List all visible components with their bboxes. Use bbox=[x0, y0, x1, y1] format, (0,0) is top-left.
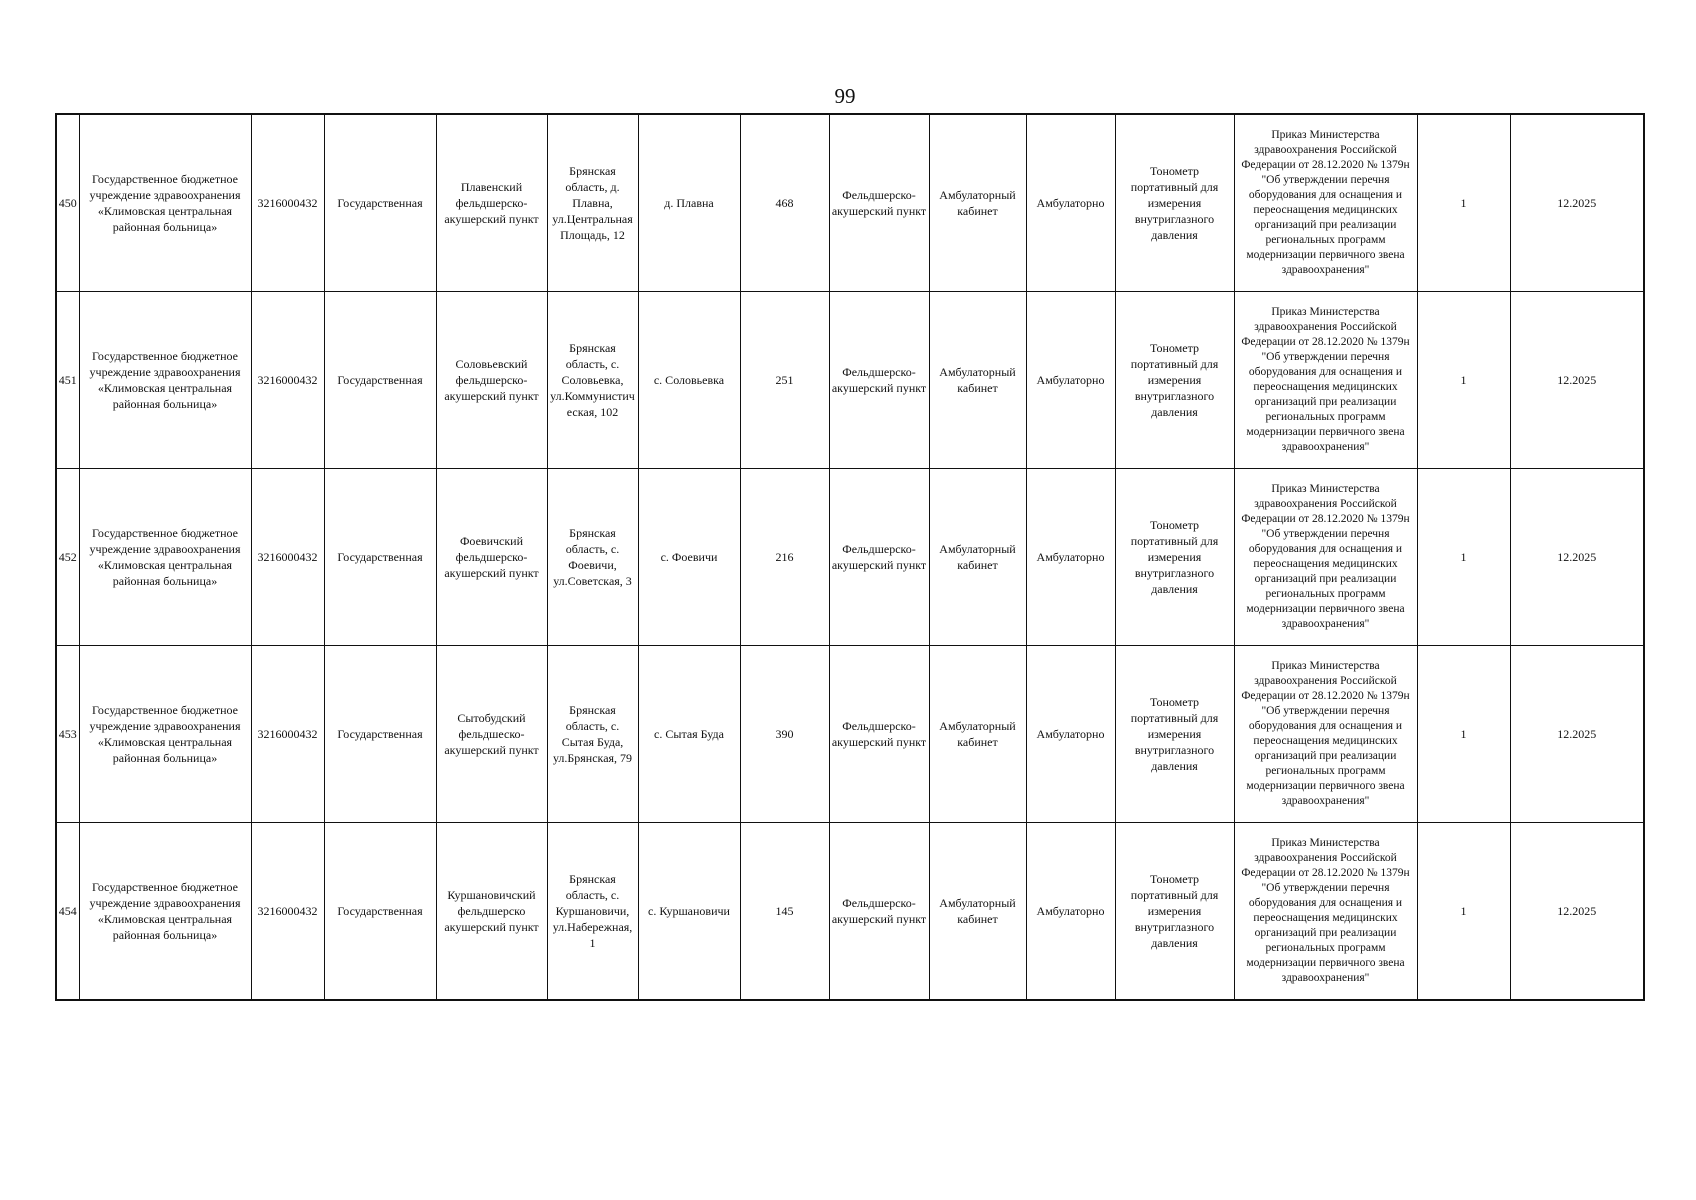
settlement: с. Соловьевка bbox=[638, 292, 740, 469]
row-number: 454 bbox=[56, 823, 79, 1001]
delivery-date: 12.2025 bbox=[1510, 469, 1644, 646]
table-row bbox=[56, 114, 1644, 292]
legal-basis: Приказ Министерства здравоохранения Российской Федерации от 28.12.2020 № 1379н "Об утверждении перечня оборудования для оснащения и переоснащения медицинских организаций при реализации региональных программ модернизации первичного звена здравоохранения" bbox=[1234, 292, 1417, 469]
settlement: д. Плавна bbox=[638, 114, 740, 292]
room-type: Амбулаторный кабинет bbox=[929, 823, 1026, 1001]
room-type: Амбулаторный кабинет bbox=[929, 114, 1026, 292]
delivery-date: 12.2025 bbox=[1510, 823, 1644, 1001]
address: Брянская область, с. Фоевичи, ул.Советская, 3 bbox=[547, 469, 638, 646]
quantity: 1 bbox=[1417, 292, 1510, 469]
legal-basis: Приказ Министерства здравоохранения Российской Федерации от 28.12.2020 № 1379н "Об утверждении перечня оборудования для оснащения и переоснащения медицинских организаций при реализации региональных программ модернизации первичного звена здравоохранения" bbox=[1234, 646, 1417, 823]
facility-type: Фельдшерско-акушерский пункт bbox=[829, 646, 929, 823]
subdivision-name: Плавенский фельдшерско-акушерский пункт bbox=[436, 114, 547, 292]
table-row bbox=[56, 469, 1644, 646]
institution-name: Государственное бюджетное учреждение здравоохранения «Климовская центральная районная больница» bbox=[79, 646, 251, 823]
population: 468 bbox=[740, 114, 829, 292]
inn: 3216000432 bbox=[251, 646, 324, 823]
delivery-date: 12.2025 bbox=[1510, 292, 1644, 469]
quantity: 1 bbox=[1417, 646, 1510, 823]
subdivision-name: Сытобудский фельдшеско-акушерский пункт bbox=[436, 646, 547, 823]
population: 251 bbox=[740, 292, 829, 469]
institution-name: Государственное бюджетное учреждение здравоохранения «Климовская центральная районная больница» bbox=[79, 114, 251, 292]
address: Брянская область, с. Куршановичи, ул.Набережная, 1 bbox=[547, 823, 638, 1001]
delivery-date: 12.2025 bbox=[1510, 646, 1644, 823]
ownership-form: Государственная bbox=[324, 646, 436, 823]
room-type: Амбулаторный кабинет bbox=[929, 292, 1026, 469]
ownership-form: Государственная bbox=[324, 292, 436, 469]
address: Брянская область, с. Сытая Буда, ул.Брянская, 79 bbox=[547, 646, 638, 823]
quantity: 1 bbox=[1417, 823, 1510, 1001]
delivery-date: 12.2025 bbox=[1510, 114, 1644, 292]
room-type: Амбулаторный кабинет bbox=[929, 469, 1026, 646]
facility-type: Фельдшерско-акушерский пункт bbox=[829, 823, 929, 1001]
care-conditions: Амбулаторно bbox=[1026, 292, 1115, 469]
quantity: 1 bbox=[1417, 469, 1510, 646]
facility-type: Фельдшерско-акушерский пункт bbox=[829, 292, 929, 469]
equipment-name: Тонометр портативный для измерения внутриглазного давления bbox=[1115, 292, 1234, 469]
inn: 3216000432 bbox=[251, 292, 324, 469]
ownership-form: Государственная bbox=[324, 114, 436, 292]
legal-basis: Приказ Министерства здравоохранения Российской Федерации от 28.12.2020 № 1379н "Об утверждении перечня оборудования для оснащения и переоснащения медицинских организаций при реализации региональных программ модернизации первичного звена здравоохранения" bbox=[1234, 114, 1417, 292]
legal-basis: Приказ Министерства здравоохранения Российской Федерации от 28.12.2020 № 1379н "Об утверждении перечня оборудования для оснащения и переоснащения медицинских организаций при реализации региональных программ модернизации первичного звена здравоохранения" bbox=[1234, 469, 1417, 646]
care-conditions: Амбулаторно bbox=[1026, 823, 1115, 1001]
care-conditions: Амбулаторно bbox=[1026, 114, 1115, 292]
quantity: 1 bbox=[1417, 114, 1510, 292]
table-row bbox=[56, 823, 1644, 1001]
settlement: с. Фоевичи bbox=[638, 469, 740, 646]
table-row bbox=[56, 646, 1644, 823]
ownership-form: Государственная bbox=[324, 823, 436, 1001]
institution-name: Государственное бюджетное учреждение здравоохранения «Климовская центральная районная больница» bbox=[79, 292, 251, 469]
settlement: с. Сытая Буда bbox=[638, 646, 740, 823]
population: 390 bbox=[740, 646, 829, 823]
subdivision-name: Соловьевский фельдшерско-акушерский пункт bbox=[436, 292, 547, 469]
equipment-name: Тонометр портативный для измерения внутриглазного давления bbox=[1115, 469, 1234, 646]
page-number: 99 bbox=[834, 84, 856, 108]
table-row bbox=[56, 292, 1644, 469]
inn: 3216000432 bbox=[251, 823, 324, 1001]
subdivision-name: Куршановичский фельдшерско акушерский пункт bbox=[436, 823, 547, 1001]
equipment-name: Тонометр портативный для измерения внутриглазного давления bbox=[1115, 114, 1234, 292]
facility-type: Фельдшерско-акушерский пункт bbox=[829, 114, 929, 292]
settlement: с. Куршановичи bbox=[638, 823, 740, 1001]
care-conditions: Амбулаторно bbox=[1026, 469, 1115, 646]
equipment-name: Тонометр портативный для измерения внутриглазного давления bbox=[1115, 646, 1234, 823]
facility-type: Фельдшерско-акушерский пункт bbox=[829, 469, 929, 646]
row-number: 451 bbox=[56, 292, 79, 469]
row-number: 450 bbox=[56, 114, 79, 292]
institution-name: Государственное бюджетное учреждение здравоохранения «Климовская центральная районная больница» bbox=[79, 469, 251, 646]
room-type: Амбулаторный кабинет bbox=[929, 646, 1026, 823]
address: Брянская область, д. Плавна, ул.Центральная Площадь, 12 bbox=[547, 114, 638, 292]
row-number: 453 bbox=[56, 646, 79, 823]
subdivision-name: Фоевичский фельдшерско-акушерский пункт bbox=[436, 469, 547, 646]
population: 216 bbox=[740, 469, 829, 646]
ownership-form: Государственная bbox=[324, 469, 436, 646]
address: Брянская область, с. Соловьевка, ул.Коммунистическая, 102 bbox=[547, 292, 638, 469]
equipment-register-table bbox=[55, 113, 1645, 1001]
population: 145 bbox=[740, 823, 829, 1001]
inn: 3216000432 bbox=[251, 469, 324, 646]
care-conditions: Амбулаторно bbox=[1026, 646, 1115, 823]
equipment-name: Тонометр портативный для измерения внутриглазного давления bbox=[1115, 823, 1234, 1001]
inn: 3216000432 bbox=[251, 114, 324, 292]
institution-name: Государственное бюджетное учреждение здравоохранения «Климовская центральная районная больница» bbox=[79, 823, 251, 1001]
legal-basis: Приказ Министерства здравоохранения Российской Федерации от 28.12.2020 № 1379н "Об утверждении перечня оборудования для оснащения и переоснащения медицинских организаций при реализации региональных программ модернизации первичного звена здравоохранения" bbox=[1234, 823, 1417, 1001]
row-number: 452 bbox=[56, 469, 79, 646]
